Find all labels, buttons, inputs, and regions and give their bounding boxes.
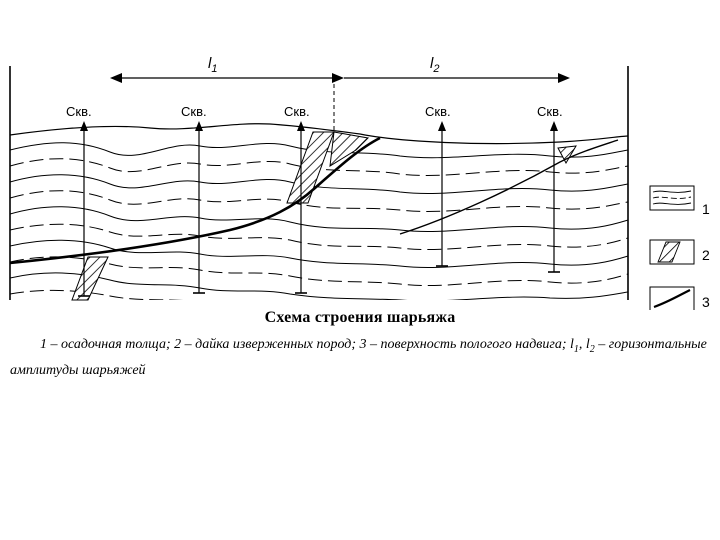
arrow-up-icon: [550, 121, 558, 131]
amplitude-l2-label: $l_2$: [430, 55, 440, 75]
legend-number: 3: [702, 294, 710, 310]
well-label: Скв.: [425, 104, 451, 119]
well-label: Скв.: [66, 104, 92, 119]
legend-number: 2: [702, 247, 710, 263]
dike-segment: [558, 146, 576, 163]
amplitude-l1-label: $l_1$: [208, 55, 218, 75]
arrow-right-icon: [558, 73, 570, 83]
well: [181, 104, 207, 293]
legend-item-sedimentary: [650, 186, 710, 217]
legend-item-thrust: [650, 287, 710, 310]
caption-text: 1 – осадочная толща; 2 – дайка изверженных пород; 3 – поверхность пологого надвига; $l_1$, $l_2$ – горизонтальные амплитуды шарьяжей: [10, 337, 707, 378]
arrow-left-icon: [110, 73, 122, 83]
arrow-up-icon: [80, 121, 88, 131]
well-label: Скв.: [181, 104, 207, 119]
arrow-up-icon: [438, 121, 446, 131]
well-label: Скв.: [537, 104, 563, 119]
legend: [650, 186, 710, 310]
legend-number: 1: [702, 201, 710, 217]
caption-title: Схема строения шарьяжа: [264, 309, 456, 326]
arrow-up-icon: [195, 121, 203, 131]
legend-item-dike: [650, 240, 710, 264]
arrow-right-icon: [332, 73, 344, 83]
well: [425, 104, 451, 266]
well-label: Скв.: [284, 104, 310, 119]
